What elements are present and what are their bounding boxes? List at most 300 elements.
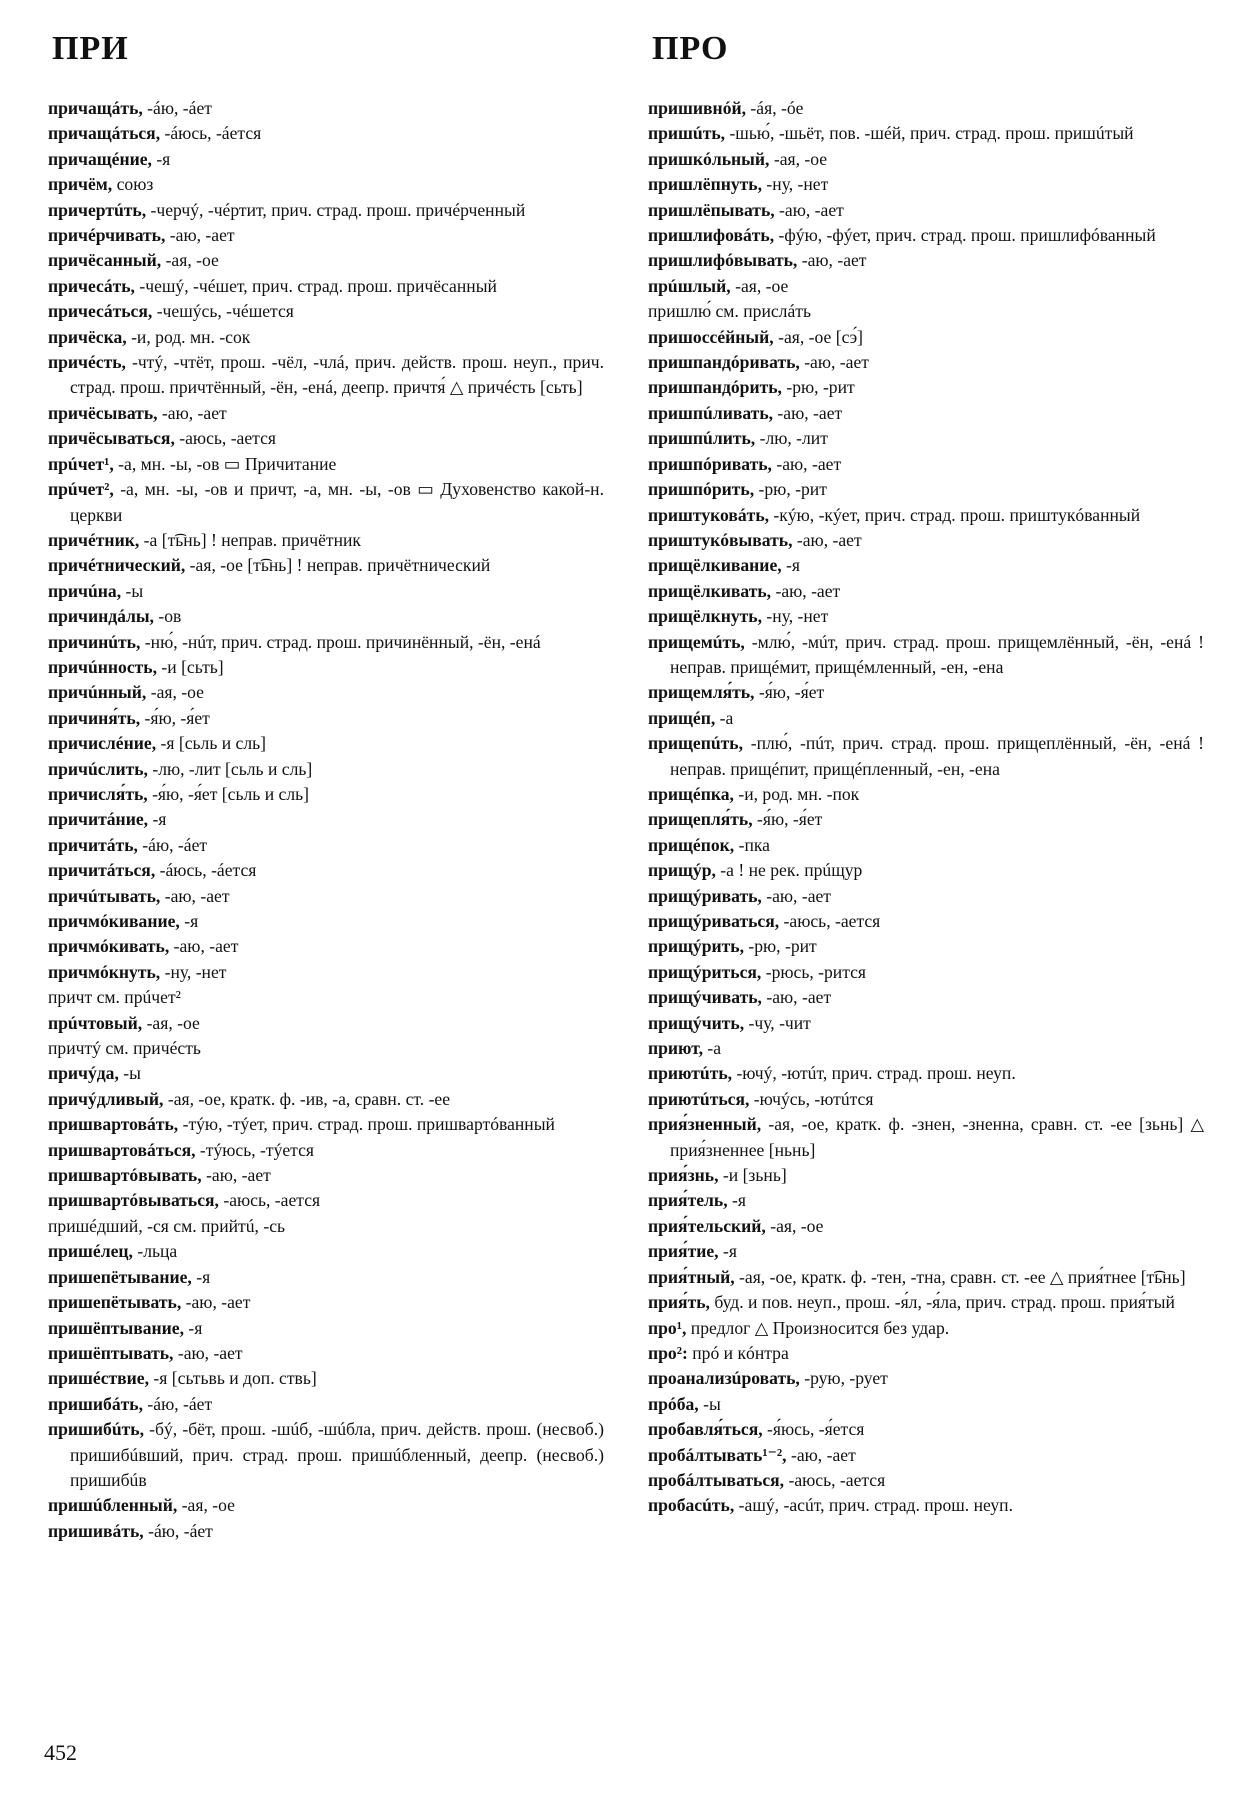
entry-headword: причитáние,: [48, 809, 149, 830]
entry-headword: пришлёпывать,: [648, 199, 775, 220]
dictionary-entry: [48, 1061, 604, 1086]
entry-headword: причащéние,: [48, 148, 152, 169]
entry-grammar: пришлю́ см. прислáть: [648, 301, 811, 322]
dictionary-entry: [48, 426, 604, 451]
entry-headword: прищýчить,: [648, 1012, 745, 1033]
left-running-head: ПРИ: [52, 30, 129, 67]
dictionary-entry: [48, 807, 604, 832]
entry-grammar: -я: [184, 1317, 203, 1338]
dictionary-entry: [48, 858, 604, 883]
entry-grammar: пришéдший, -ся см. прийтú, -сь: [48, 1215, 286, 1236]
dictionary-entry: [648, 909, 1204, 934]
dictionary-entry: [48, 147, 604, 172]
entry-headword: причéсть,: [48, 352, 126, 373]
entry-headword: приютúть,: [648, 1063, 733, 1084]
dictionary-entry: [648, 426, 1204, 451]
dictionary-entry: [48, 655, 604, 680]
dictionary-entry: [48, 350, 604, 401]
dictionary-entry: [648, 1011, 1204, 1036]
dictionary-entry: [48, 96, 604, 121]
dictionary-entry: [648, 858, 1204, 883]
entry-grammar: -аю, -ает: [799, 352, 869, 373]
entry-headword: пришёптывать,: [48, 1342, 174, 1363]
entry-grammar: -а, мн. -ы, -ов ▭ Причитание: [113, 453, 337, 474]
dictionary-entry: [48, 121, 604, 146]
entry-headword: причéтнический,: [48, 555, 186, 576]
dictionary-entry: [48, 1011, 604, 1036]
dictionary-entry: [48, 604, 604, 629]
dictionary-entry: [48, 731, 604, 756]
entry-headword: пришлёпнуть,: [648, 174, 763, 195]
entry-grammar: -аю, -ает: [771, 453, 842, 474]
entry-headword: приштукóвывать,: [648, 529, 793, 550]
dictionary-entry: [48, 833, 604, 858]
dictionary-entry: [48, 1036, 604, 1061]
entry-headword: про²:: [648, 1342, 688, 1363]
dictionary-entry: [648, 934, 1204, 959]
entry-headword: прúчет²,: [48, 479, 114, 500]
entry-grammar: -аюсь, -ается: [218, 1190, 321, 1211]
dictionary-entry: [48, 985, 604, 1010]
entry-headword: причислéние,: [48, 733, 157, 754]
dictionary-entry: [48, 630, 604, 655]
dictionary-entry: [48, 325, 604, 350]
dictionary-entry: [48, 1087, 604, 1112]
entry-headword: пришéлец,: [48, 1241, 133, 1262]
entry-headword: пришепётывание,: [48, 1266, 192, 1287]
entry-headword: прищýриваться,: [648, 911, 780, 931]
entry-headword: про¹,: [648, 1317, 687, 1338]
dictionary-entry: [48, 1112, 604, 1137]
entry-headword: прóба,: [648, 1393, 699, 1414]
dictionary-entry: [648, 782, 1204, 807]
dictionary-entry: [48, 579, 604, 604]
entry-grammar: -ов: [153, 606, 182, 627]
entry-grammar: -ая, -ое, кратк. ф. -тен, -тна, сравн. ст. -ее △ прия́тнее [т͡ьнь]: [734, 1266, 1186, 1287]
dictionary-entry: [48, 1493, 604, 1518]
entry-headword: прищемля́ть,: [648, 682, 755, 703]
entry-headword: пришвартóвываться,: [48, 1190, 219, 1211]
dictionary-entry: [48, 1290, 604, 1315]
entry-headword: причúна,: [48, 580, 122, 601]
entry-headword: пришúбленный,: [48, 1495, 178, 1516]
entry-headword: причмóкивать,: [48, 936, 170, 957]
dictionary-entry: [48, 934, 604, 959]
dictionary-entry: [48, 274, 604, 299]
entry-headword: причащáться,: [48, 123, 161, 144]
dictionary-entry: [648, 1061, 1204, 1086]
entry-headword: приютúться,: [648, 1088, 750, 1109]
entry-headword: причмóкнуть,: [48, 961, 161, 982]
entry-grammar: -аю, -ает: [157, 402, 227, 423]
dictionary-entry: [648, 1443, 1204, 1468]
dictionary-entry: [648, 1265, 1204, 1290]
entry-headword: пришоссéйный,: [648, 326, 774, 347]
entry-grammar: -и, род. мн. -пок: [733, 783, 860, 804]
dictionary-entry: [48, 757, 604, 782]
entry-grammar: -я: [151, 148, 171, 169]
entry-headword: причесáть,: [48, 275, 135, 296]
entry-grammar: -шью́, -шьёт, пов. -шéй, прич. страд. прош. пришúтый: [725, 123, 1134, 144]
page-number: 452: [44, 1740, 77, 1765]
entry-headword: пришкóльный,: [648, 148, 770, 169]
entry-grammar: -черчý, -чéртит, прич. страд. прош. причéрченный: [146, 199, 526, 220]
entry-headword: приштуковáть,: [648, 504, 770, 525]
dictionary-entry: [48, 1366, 604, 1391]
entry-headword: причёсываться,: [48, 428, 175, 449]
dictionary-entry: [648, 1493, 1204, 1518]
entry-grammar: -аю, -ает: [165, 225, 235, 246]
entry-headword: причёсывать,: [48, 402, 158, 423]
entry-headword: пришéствие,: [48, 1368, 150, 1389]
entry-grammar: причтý см. причéсть: [48, 1038, 201, 1059]
entry-grammar: -ая, -ое: [765, 1215, 824, 1236]
dictionary-entry: [48, 1265, 604, 1290]
entry-grammar: -рую, -рует: [799, 1368, 888, 1389]
entry-grammar: -кýю, -кýет, прич. страд. прош. приштукóванный: [769, 504, 1141, 525]
dictionary-entry: [648, 350, 1204, 375]
entry-grammar: -аю, -ает: [173, 1342, 243, 1363]
right-column: [648, 96, 1204, 1519]
entry-grammar: буд. и пов. неуп., прош. -я́л, -я́ла, прич. страд. прош. прия́тый: [709, 1292, 1175, 1313]
dictionary-entry: [48, 248, 604, 273]
entry-grammar: -ая, -ое: [769, 148, 828, 169]
entry-headword: причитáться,: [48, 860, 156, 881]
dictionary-entry: [648, 375, 1204, 400]
entry-grammar: -бý, -бёт, прош. -шúб, -шúбла, прич. действ. прош. (несвоб.) пришибúвший, прич. страд. прош. пришúбленный, деепр. (несвоб.) пришибúв: [70, 1419, 604, 1490]
entry-headword: пробасúть,: [648, 1495, 735, 1516]
dictionary-entry: [648, 553, 1204, 578]
dictionary-entry: [48, 1138, 604, 1163]
dictionary-entry: [48, 782, 604, 807]
entry-grammar: -лю, -лит [сьль и сль]: [147, 758, 313, 779]
entry-grammar: -а, мн. -ы, -ов и причт, -а, мн. -ы, -ов ▭ Духовенство какой-н. церкви: [70, 479, 604, 525]
dictionary-entry: [648, 1188, 1204, 1213]
dictionary-entry: [648, 1366, 1204, 1391]
dictionary-entry: [48, 909, 604, 934]
entry-headword: прия́тный,: [648, 1266, 735, 1287]
dictionary-entry: [648, 198, 1204, 223]
dictionary-entry: [48, 553, 604, 578]
entry-headword: приют,: [648, 1038, 703, 1059]
entry-headword: пришвартовáть,: [48, 1114, 179, 1135]
entry-grammar: -аю, -ает: [786, 1444, 856, 1465]
dictionary-entry: [48, 528, 604, 553]
entry-grammar: -я: [718, 1241, 737, 1262]
entry-grammar: -лю, -лит: [755, 428, 828, 449]
entry-grammar: -áю, -áет: [137, 834, 208, 855]
entry-grammar: -тýю, -тýет, прич. страд. прош. пришвартóванный: [178, 1114, 555, 1135]
dictionary-entry: [648, 604, 1204, 629]
entry-grammar: -áюсь, -áется: [160, 123, 262, 144]
entry-headword: прия́тие,: [648, 1241, 719, 1262]
entry-grammar: -ая, -ое, кратк. ф. -ив, -а, сравн. ст. -ее: [163, 1088, 451, 1109]
entry-grammar: -рю, -рит: [743, 936, 817, 957]
entry-grammar: -ая, -ое [сэ́]: [773, 326, 864, 347]
entry-headword: причéрчивать,: [48, 225, 166, 246]
dictionary-entry: [48, 1188, 604, 1213]
entry-grammar: -а ! не рек. прúщур: [715, 860, 863, 881]
dictionary-entry: [648, 1214, 1204, 1239]
dictionary-entry: [648, 680, 1204, 705]
entry-grammar: -а [т͡ьнь] ! неправ. причётник: [139, 529, 361, 550]
entry-headword: пришпúлить,: [648, 428, 756, 449]
entry-grammar: -ая, -ое: [142, 1012, 200, 1033]
entry-grammar: -аюсь, -ается: [174, 428, 276, 449]
entry-grammar: -фýю, -фýет, прич. страд. прош. пришлифóванный: [774, 225, 1156, 246]
entry-headword: пробáлтывать¹⁻²,: [648, 1444, 787, 1465]
entry-headword: причýда,: [48, 1063, 119, 1084]
entry-grammar: -рюсь, -рится: [761, 961, 867, 982]
entry-grammar: -рю, -рит: [754, 479, 827, 500]
entry-grammar: -аю, -ает: [201, 1165, 271, 1186]
entry-headword: причём,: [48, 174, 113, 195]
dictionary-entry: [648, 706, 1204, 731]
dictionary-entry: [48, 884, 604, 909]
entry-grammar: -пка: [734, 834, 770, 855]
entry-grammar: -ы: [121, 580, 144, 601]
entry-grammar: -плю́, -пúт, прич. страд. прош. прищеплённый, -ён, -енá ! неправ. прищéпит, прищéпленный, -ен, -ена: [670, 733, 1204, 779]
entry-grammar: -áюсь, -áется: [155, 860, 257, 881]
entry-grammar: -ая, -ое: [730, 275, 789, 296]
entry-headword: пришпóрить,: [648, 479, 755, 500]
entry-grammar: -аю, -ает: [773, 402, 843, 423]
dictionary-entry: [648, 299, 1204, 324]
entry-grammar: -млю́, -мúт, прич. страд. прош. прищемлённый, -ён, -енá ! неправ. прищéмит, прищéмленный, -ен, -ена: [670, 631, 1204, 677]
dictionary-entry: [48, 198, 604, 223]
entry-headword: прия́зненный,: [648, 1114, 762, 1135]
entry-grammar: -аю, -ает: [169, 936, 239, 957]
entry-headword: пришвартовáться,: [48, 1139, 196, 1160]
entry-grammar: -я [сьль и сль]: [156, 733, 267, 754]
entry-grammar: -я: [727, 1190, 746, 1211]
entry-grammar: союз: [112, 174, 154, 195]
entry-grammar: -ая, -ое: [146, 682, 204, 703]
entry-headword: прúчет¹,: [48, 453, 114, 474]
dictionary-entry: [48, 1316, 604, 1341]
entry-grammar: -аюсь, -ается: [784, 1469, 886, 1490]
entry-headword: прúчтовый,: [48, 1012, 143, 1033]
entry-grammar: -ая, -ое: [177, 1495, 235, 1516]
dictionary-entry: [648, 121, 1204, 146]
entry-grammar: -ню́, -нúт, прич. страд. прош. причинённый, -ён, -енá: [140, 631, 541, 652]
dictionary-entry: [648, 1087, 1204, 1112]
entry-headword: пробáлтываться,: [648, 1469, 785, 1490]
entry-headword: пришвартóвывать,: [48, 1165, 202, 1186]
entry-grammar: -я́ю, -я́ет [сьль и сль]: [147, 783, 309, 804]
entry-grammar: причт см. прúчет²: [48, 987, 181, 1008]
entry-headword: прищéпка,: [648, 783, 734, 804]
dictionary-entry: [48, 680, 604, 705]
entry-grammar: -чешýсь, -чéшется: [152, 301, 294, 322]
dictionary-entry: [648, 1417, 1204, 1442]
dictionary-entry: [648, 172, 1204, 197]
entry-headword: пришпандóрить,: [648, 377, 782, 398]
entry-headword: пришлифовáть,: [648, 225, 775, 246]
dictionary-entry: [648, 985, 1204, 1010]
entry-headword: прищéпок,: [648, 834, 735, 855]
entry-grammar: -и, род. мн. -сок: [126, 326, 251, 347]
entry-grammar: -я: [179, 911, 199, 931]
entry-headword: прищýрить,: [648, 936, 744, 957]
entry-grammar: прó и кóнтра: [687, 1342, 789, 1363]
dictionary-entry: [48, 1341, 604, 1366]
entry-headword: причёска,: [48, 326, 127, 347]
entry-grammar: -я́ю, -я́ет: [752, 809, 823, 830]
entry-headword: пришепётывать,: [48, 1292, 182, 1313]
dictionary-entry: [648, 452, 1204, 477]
entry-headword: причащáть,: [48, 98, 143, 118]
entry-headword: причесáться,: [48, 301, 153, 322]
entry-grammar: -ну, -нет: [762, 174, 829, 195]
entry-grammar: -ючý, -ютúт, прич. страд. прош. неуп.: [732, 1063, 1016, 1084]
entry-grammar: -аю, -ает: [774, 199, 844, 220]
entry-headword: прищýривать,: [648, 885, 762, 906]
entry-headword: прищёлкивать,: [648, 580, 772, 601]
entry-grammar: -ашý, -асúт, прич. страд. прош. неуп.: [734, 1495, 1013, 1516]
entry-headword: прищепúть,: [648, 733, 743, 754]
dictionary-entry: [648, 1036, 1204, 1061]
dictionary-entry: [48, 1163, 604, 1188]
entry-headword: прия́знь,: [648, 1165, 719, 1186]
dictionary-entry: [48, 299, 604, 324]
dictionary-entry: [648, 1290, 1204, 1315]
entry-grammar: -чтý, -чтёт, прош. -чёл, -члá, прич. действ. прош. неуп., прич. страд. прош. причтённый, -ён, -енá, деепр. причтя́ △ причéсть [сьть]: [70, 352, 604, 398]
entry-grammar: -ы: [698, 1393, 721, 1414]
dictionary-entry: [648, 630, 1204, 681]
entry-grammar: -я: [781, 555, 801, 576]
entry-headword: причýдливый,: [48, 1088, 164, 1109]
entry-headword: прищýчивать,: [648, 987, 762, 1008]
entry-grammar: -ая, -ое [т͡ьнь] ! неправ. причётнический: [185, 555, 491, 576]
dictionary-entry: [648, 1468, 1204, 1493]
entry-grammar: -а: [715, 707, 734, 728]
entry-grammar: -ну, -нет: [762, 606, 829, 627]
entry-headword: причúслить,: [48, 758, 148, 779]
dictionary-entry: [48, 1417, 604, 1493]
dictionary-entry: [48, 1214, 604, 1239]
dictionary-entry: [648, 528, 1204, 553]
entry-headword: пришпóривать,: [648, 453, 772, 474]
dictionary-entry: [648, 223, 1204, 248]
entry-grammar: -аю, -ает: [181, 1292, 251, 1313]
right-running-head: ПРО: [652, 30, 729, 67]
entry-grammar: -аю, -ает: [792, 529, 862, 550]
entry-headword: пришпúливать,: [648, 402, 774, 423]
dictionary-entry: [648, 960, 1204, 985]
dictionary-entry: [648, 579, 1204, 604]
entry-headword: прия́тель,: [648, 1190, 728, 1211]
entry-headword: прищýр,: [648, 860, 716, 881]
dictionary-entry: [648, 1239, 1204, 1264]
entry-grammar: -áю, -áет: [143, 1393, 213, 1414]
entry-headword: причитáть,: [48, 834, 138, 855]
dictionary-entry: [648, 833, 1204, 858]
entry-grammar: -а: [703, 1038, 722, 1059]
dictionary-entry: [648, 401, 1204, 426]
entry-headword: причиндáлы,: [48, 606, 154, 627]
entry-headword: пришибáть,: [48, 1393, 143, 1414]
entry-headword: причёсанный,: [48, 250, 162, 271]
entry-headword: прия́тельский,: [648, 1215, 766, 1236]
entry-grammar: -чешý, -чéшет, прич. страд. прош. причёсанный: [134, 275, 497, 296]
entry-headword: пришпандóривать,: [648, 352, 800, 373]
dictionary-entry: [48, 452, 604, 477]
entry-grammar: -áю, -áет: [143, 1520, 213, 1541]
entry-headword: причиня́ть,: [48, 707, 141, 728]
entry-grammar: -тýюсь, -тýется: [195, 1139, 314, 1160]
dictionary-entry: [648, 96, 1204, 121]
entry-grammar: -аю, -ает: [761, 885, 832, 906]
entry-grammar: -и [сьть]: [157, 656, 224, 677]
entry-headword: прищёлкивание,: [648, 555, 782, 576]
entry-headword: прия́ть,: [648, 1292, 710, 1313]
entry-grammar: -аю, -ает: [160, 885, 230, 906]
entry-grammar: -и [зьнь]: [718, 1165, 787, 1186]
entry-grammar: -áя, -óе: [746, 98, 804, 118]
entry-grammar: -ючýсь, -ютúтся: [749, 1088, 874, 1109]
dictionary-entry: [648, 1163, 1204, 1188]
entry-headword: проанализúровать,: [648, 1368, 800, 1389]
entry-headword: пришúть,: [648, 123, 726, 144]
dictionary-entry: [648, 731, 1204, 782]
entry-headword: прúшлый,: [648, 275, 731, 296]
dictionary-entry: [648, 1316, 1204, 1341]
entry-headword: пробавля́ться,: [648, 1419, 763, 1440]
dictionary-entry: [48, 477, 604, 528]
entry-grammar: -ы: [118, 1063, 141, 1084]
dictionary-entry: [648, 1112, 1204, 1163]
entry-grammar: -ая, -ое: [161, 250, 219, 271]
dictionary-entry: [648, 503, 1204, 528]
entry-grammar: -я [сьтьвь и доп. ствь]: [149, 1368, 317, 1389]
entry-grammar: -аю, -ает: [771, 580, 841, 601]
entry-headword: прищемúть,: [648, 631, 745, 652]
entry-grammar: -аю, -ает: [797, 250, 867, 271]
dictionary-entry: [648, 147, 1204, 172]
dictionary-entry: [648, 274, 1204, 299]
entry-grammar: -аюсь, -ается: [779, 911, 881, 931]
entry-grammar: -рю, -рит: [781, 377, 855, 398]
dictionary-entry: [648, 884, 1204, 909]
entry-headword: пришивнóй,: [648, 98, 747, 118]
dictionary-entry: [48, 401, 604, 426]
entry-headword: причúнность,: [48, 656, 157, 677]
left-column: [48, 96, 604, 1544]
dictionary-entry: [48, 960, 604, 985]
entry-headword: причинúть,: [48, 631, 141, 652]
dictionary-entry: [48, 1392, 604, 1417]
entry-headword: причертúть,: [48, 199, 147, 220]
entry-grammar: -льца: [132, 1241, 178, 1262]
dictionary-entry: [648, 325, 1204, 350]
entry-grammar: -я́ю, -я́ет: [754, 682, 825, 703]
entry-grammar: -аю, -ает: [761, 987, 832, 1008]
dictionary-entry: [48, 1519, 604, 1544]
dictionary-entry: [648, 248, 1204, 273]
dictionary-entry: [648, 807, 1204, 832]
entry-headword: прищýриться,: [648, 961, 762, 982]
entry-headword: пришибúть,: [48, 1419, 144, 1440]
dictionary-entry: [48, 172, 604, 197]
entry-headword: прищёлкнуть,: [648, 606, 763, 627]
dictionary-entry: [48, 1239, 604, 1264]
entry-headword: причéтник,: [48, 529, 140, 550]
entry-grammar: -ая, -ое, кратк. ф. -знен, -зненна, сравн. ст. -ее [зьнь] △ прия́зненнее [ньнь]: [670, 1114, 1204, 1160]
entry-headword: пришёптывание,: [48, 1317, 185, 1338]
entry-grammar: -я́ю, -я́ет: [140, 707, 210, 728]
dictionary-entry: [48, 706, 604, 731]
